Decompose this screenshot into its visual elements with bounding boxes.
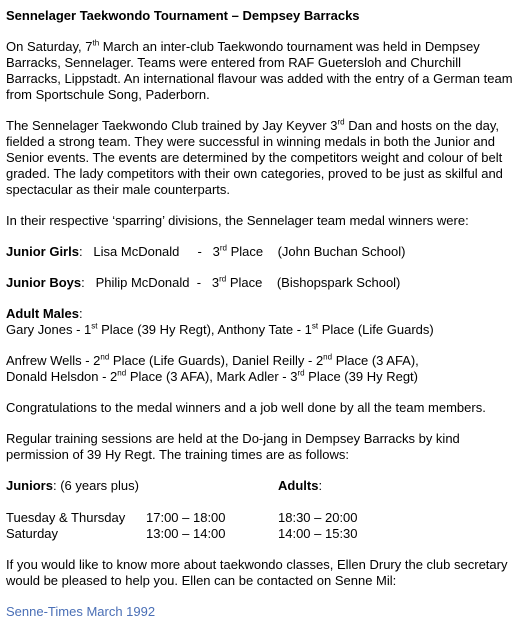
ordinal-suffix: nd <box>100 352 110 362</box>
junior-boys-result <box>6 275 516 291</box>
intro-text: On Saturday, 7 <box>6 39 93 54</box>
club-text-cont: Dan and hosts on the day, fielded a strong team. They were successful in winning medals in both the Junior and Senior events. The events are determined by the competitors weight and colour of belt graded. The lady competitors with their own categories, proved to be just as skilful and spectacular as their male counterparts. <box>6 118 503 197</box>
juniors-label: Juniors <box>6 478 53 493</box>
adult-males-heading <box>6 306 516 322</box>
ordinal-suffix: nd <box>323 352 333 362</box>
junior-girls-text: : Lisa McDonald - 3 <box>78 244 220 259</box>
result-text: Place (39 Hy Regt) <box>304 369 418 384</box>
schedule-juniors-time: 17:00 – 18:00 <box>146 510 226 525</box>
adults-header <box>278 478 516 510</box>
ordinal-suffix: th <box>92 38 100 48</box>
result-text: Donald Helsdon - 2 <box>6 369 118 384</box>
schedule-header <box>6 478 516 510</box>
result-text: Anfrew Wells - 2 <box>6 353 101 368</box>
adult-males-colon: : <box>78 306 83 321</box>
ordinal-suffix: rd <box>297 368 305 378</box>
adult-males-line-3 <box>6 369 516 385</box>
ordinal-suffix: rd <box>219 274 227 284</box>
adults-colon: : <box>318 478 323 493</box>
congrats-paragraph: Congratulations to the medal winners and a job well done by all the team members. <box>6 400 486 415</box>
article <box>6 8 516 620</box>
schedule-day: Saturday <box>6 526 59 541</box>
table-row <box>6 510 516 526</box>
ordinal-suffix: rd <box>337 117 345 127</box>
club-text: The Sennelager Taekwondo Club trained by Jay Keyver 3 <box>6 118 338 133</box>
ordinal-suffix: nd <box>117 368 127 378</box>
result-text: Place (39 Hy Regt), Anthony Tate - 1 <box>97 322 312 337</box>
junior-boys-text: : Philip McDonald - 3 <box>81 275 220 290</box>
table-row <box>6 526 516 542</box>
ordinal-suffix: st <box>311 321 319 331</box>
juniors-header <box>6 478 278 510</box>
training-intro: Regular training sessions are held at the Do-jang in Dempsey Barracks by kind permission of 39 Hy Regt. The training times are as follows: <box>6 431 460 462</box>
adult-males-line-2 <box>6 353 516 369</box>
junior-girls-label: Junior Girls <box>6 244 79 259</box>
result-text: Place (3 AFA), Mark Adler - 3 <box>126 369 298 384</box>
schedule-adults-time: 18:30 – 20:00 <box>278 510 358 525</box>
result-text: Place (Life Guards) <box>318 322 434 337</box>
article-title: Sennelager Taekwondo Tournament – Dempsey Barracks <box>6 8 360 23</box>
adults-label: Adults <box>278 478 319 493</box>
ordinal-suffix: rd <box>219 243 227 253</box>
result-text: Place (3 AFA), <box>332 353 419 368</box>
training-schedule <box>6 478 516 542</box>
contact-paragraph: If you would like to know more about taekwondo classes, Ellen Drury the club secretary would be pleased to help you. Ellen can be contacted on Senne Mil: <box>6 557 508 588</box>
source-credit: Senne-Times March 1992 <box>6 604 156 619</box>
result-text: Place (Life Guards), Daniel Reilly - 2 <box>109 353 324 368</box>
junior-girls-result <box>6 244 516 260</box>
junior-boys-text-cont: Place (Bishopspark School) <box>226 275 401 290</box>
schedule-day: Tuesday & Thursday <box>6 510 126 525</box>
junior-girls-text-cont: Place (John Buchan School) <box>226 244 406 259</box>
intro-text-cont: March an inter-club Taekwondo tournament was held in Dempsey Barracks, Sennelager. Teams were entered from RAF Guetersloh and Churchill Barracks, Lippstadt. An international flavour was added with the entry of a German team from Sportschule Song, Paderborn. <box>6 39 513 102</box>
sparring-intro: In their respective ‘sparring’ divisions, the Sennelager team medal winners were: <box>6 213 469 228</box>
club-paragraph <box>6 118 516 198</box>
result-text: Gary Jones - 1 <box>6 322 92 337</box>
schedule-juniors-time: 13:00 – 14:00 <box>146 526 226 541</box>
adult-males-section <box>6 306 516 385</box>
intro-paragraph <box>6 39 516 103</box>
juniors-note: : (6 years plus) <box>52 478 139 493</box>
junior-boys-label: Junior Boys <box>6 275 82 290</box>
ordinal-suffix: st <box>91 321 98 331</box>
schedule-adults-time: 14:00 – 15:30 <box>278 526 358 541</box>
adult-males-label: Adult Males <box>6 306 79 321</box>
adult-males-line-1 <box>6 322 516 338</box>
